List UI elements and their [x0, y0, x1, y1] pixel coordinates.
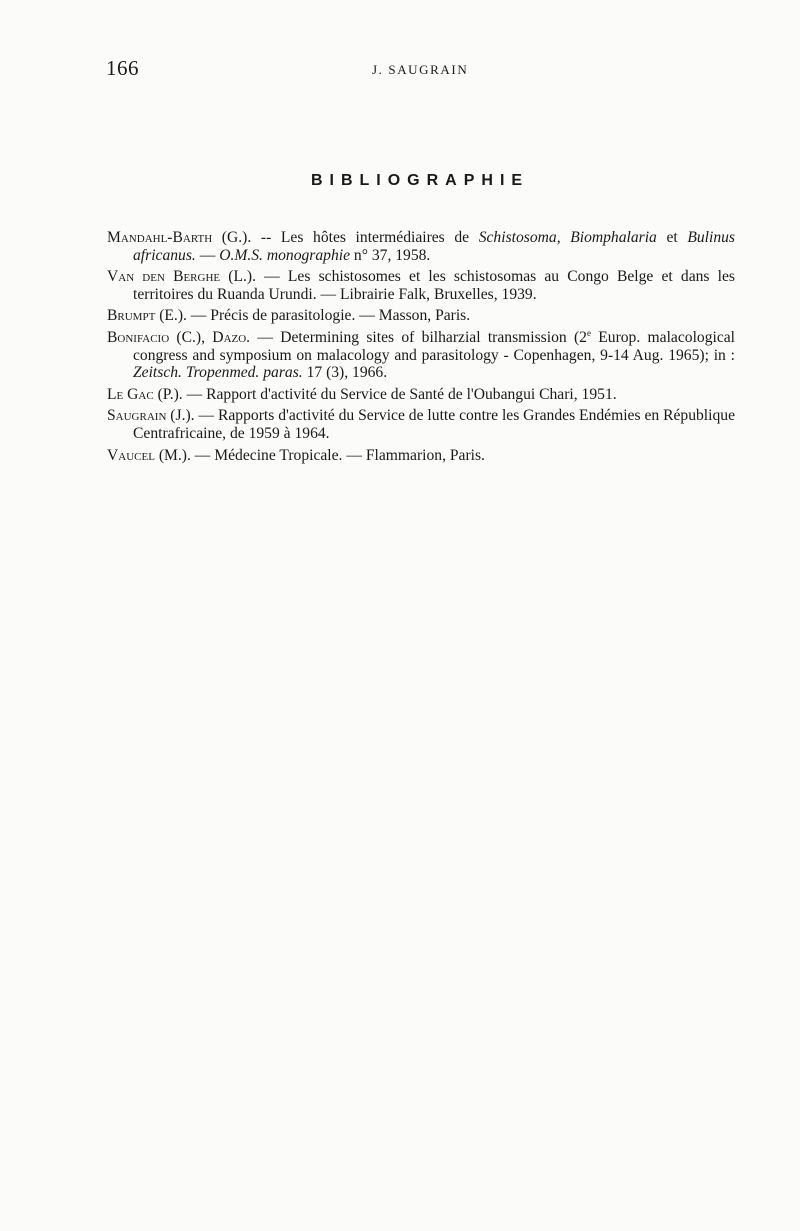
entry-text: — Précis de parasitologie. — Masson, Paris. — [186, 307, 471, 325]
bibliography-entry — [107, 307, 735, 325]
entry-author: Bonifacio (C.), Dazo. — [107, 328, 251, 346]
bibliography-entry — [107, 407, 735, 442]
running-head: J. SAUGRAIN — [372, 62, 469, 77]
bibliography-entry — [107, 329, 735, 382]
entry-text: Les hôtes intermédiaires de — [280, 229, 479, 246]
entry-author: Van den Berghe (L.). — [107, 268, 256, 286]
entry-italic-text: Zeitsch. Tropenmed. paras. — [133, 364, 303, 382]
bibliography-list — [107, 229, 735, 468]
entry-author: Vaucel (M.). — [107, 446, 191, 464]
entry-italic-text: Bulinus africanus. — [133, 229, 735, 264]
page-number: 166 — [106, 56, 139, 80]
entry-author: Brumpt (E.). — [107, 307, 187, 325]
entry-italic-text: O.M.S. monographie — [219, 246, 351, 264]
entry-author: Saugrain (J.). — [107, 407, 195, 425]
bibliography-entry — [107, 447, 735, 465]
entry-text: — Determining sites of bilharzial transmission (2 — [250, 328, 587, 346]
entry-text: — — [195, 246, 220, 264]
entry-text: — Rapports d'activité du Service de lutte contre les Grandes Endémies en République Centrafricaine, de 1959 à 1964. — [133, 407, 735, 442]
superscript: e — [586, 327, 591, 338]
entry-text: n° 37, 1958. — [350, 246, 431, 264]
bibliography-entry — [107, 386, 735, 404]
bibliography-entry — [107, 229, 735, 264]
entry-text: et — [656, 229, 688, 246]
entry-text: — Rapport d'activité du Service de Santé de l'Oubangui Chari, 1951. — [182, 385, 617, 403]
entry-text: — Médecine Tropicale. — Flammarion, Paris. — [190, 446, 485, 464]
entry-text: — Les schistosomes et les schistosomas au Congo Belge et dans les territoires du Ruanda Urundi. — Librairie Falk, Bruxelles, 1939. — [133, 268, 735, 303]
entry-author: Le Gac (P.). — [107, 385, 183, 403]
bibliography-entry — [107, 268, 735, 303]
entry-text: 17 (3), 1966. — [302, 364, 388, 382]
entry-author: Mandahl-Barth (G.). — [107, 229, 252, 246]
entry-text: Europ. malacological congress and symposium on malacology and parasitology - Copenhagen, 9-14 Aug. 1965); in : — [133, 328, 735, 364]
entry-italic-text: Schistosoma, Biomphalaria — [478, 229, 657, 246]
entry-text: -- — [251, 229, 281, 246]
section-title: BIBLIOGRAPHIE — [310, 172, 530, 189]
